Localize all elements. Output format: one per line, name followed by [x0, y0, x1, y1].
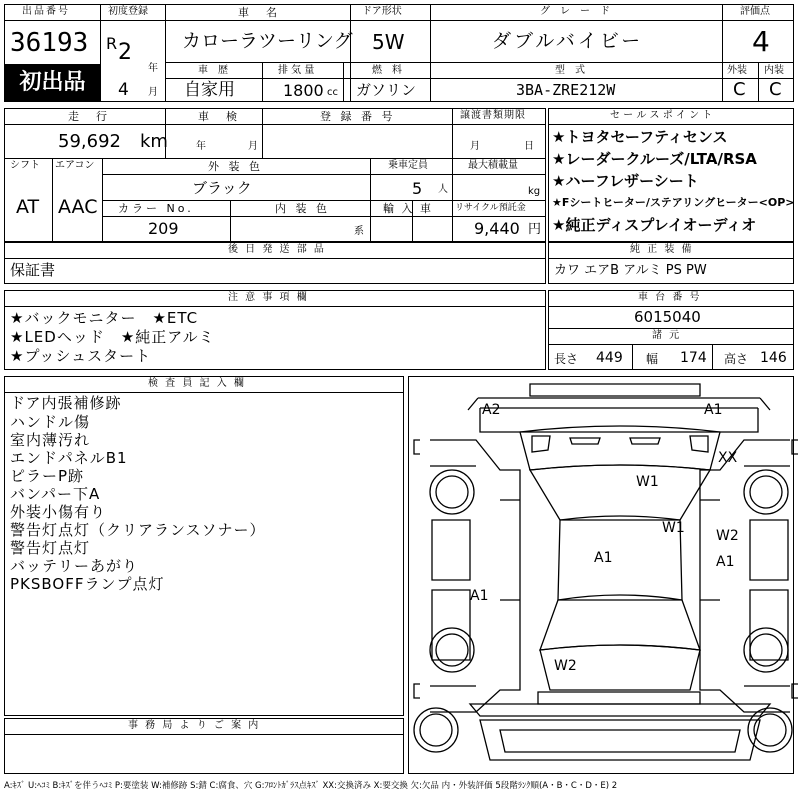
later-parts-label: 後 日 発 送 部 品 — [228, 244, 326, 255]
score-label: 評価点 — [740, 6, 770, 17]
inspector-line: ハンドル傷 — [10, 413, 91, 431]
damage-mark: W1 — [636, 474, 659, 490]
model: 3BA-ZRE212W — [516, 81, 616, 99]
genuine-label: 純 正 装 備 — [630, 244, 694, 255]
transfer-day: 日 — [524, 141, 534, 152]
damage-mark: A1 — [470, 588, 489, 604]
damage-mark: A1 — [594, 550, 613, 566]
length-label: 長さ — [554, 352, 579, 366]
inspector-label: 検 査 員 記 入 欄 — [148, 378, 246, 389]
insp-month: 月 — [248, 141, 258, 152]
ac: AAC — [58, 196, 98, 218]
color-no: 209 — [148, 219, 179, 238]
transfer-label: 譲渡書類期限 — [460, 110, 526, 121]
sales-item: ★純正ディスプレイオーディオ — [552, 216, 757, 234]
mileage-label: 走 行 — [68, 110, 110, 123]
inspector-line: 警告灯点灯 — [10, 539, 91, 557]
chassis-value: 6015040 — [634, 308, 701, 326]
damage-mark: W2 — [716, 528, 739, 544]
grade: ダブルバイビー — [492, 30, 644, 52]
shift-label: シフト — [10, 160, 40, 171]
reg-month: 4 — [118, 80, 129, 100]
later-parts-value: 保証書 — [10, 261, 56, 279]
damage-mark: A2 — [482, 402, 501, 418]
chassis-label: 車 台 番 号 — [638, 292, 702, 303]
notes-line: ★プッシュスタート — [10, 347, 152, 365]
width: 174 — [680, 350, 707, 366]
mileage-unit: km — [140, 131, 168, 152]
inspection-label: 車 検 — [198, 110, 240, 123]
insp-year: 年 — [196, 141, 206, 152]
color: ブラック — [192, 179, 252, 197]
fuel-label: 燃 料 — [372, 65, 402, 76]
inspector-line: エンドパネルB1 — [10, 449, 128, 467]
damage-mark: A1 — [704, 402, 723, 418]
displacement-unit: cc — [327, 87, 338, 98]
displacement: 1800 — [283, 81, 324, 100]
length: 449 — [596, 350, 623, 366]
inspector-line: ピラーP跡 — [10, 467, 85, 485]
ac-label: エアコン — [55, 160, 95, 171]
recycle-unit: 円 — [528, 222, 542, 237]
year-unit: 年 — [148, 63, 158, 74]
car-name-label: 車 名 — [238, 6, 280, 19]
capacity-unit: 人 — [438, 184, 448, 195]
load-unit: kg — [528, 186, 541, 197]
era: R — [106, 34, 118, 53]
damage-mark: W2 — [554, 658, 577, 674]
width-label: 幅 — [646, 352, 659, 366]
ext-grade: C — [733, 79, 746, 100]
dims-label: 諸 元 — [652, 330, 682, 341]
lot-no-label: 出品番号 — [22, 6, 70, 17]
notes-line: ★LEDヘッド ★純正アルミ — [10, 328, 215, 346]
displacement-label: 排 気 量 — [278, 65, 315, 76]
color-label: 外 装 色 — [208, 160, 263, 173]
shift: AT — [16, 196, 40, 218]
score: 4 — [752, 25, 770, 58]
car-name: カローラツーリング — [182, 30, 353, 52]
ext-label: 外装 — [727, 65, 747, 76]
sales-item: ★ハーフレザーシート — [552, 172, 699, 190]
history-label: 車 歴 — [198, 65, 228, 76]
damage-mark: XX — [718, 450, 738, 466]
interior-unit: 系 — [354, 226, 364, 237]
first-listing-badge: 初出品 — [5, 65, 100, 101]
transfer-month: 月 — [470, 141, 480, 152]
sales-item: ★トヨタセーフティセンス — [552, 128, 728, 146]
office-label: 事 務 局 よ り ご 案 内 — [128, 720, 261, 731]
capacity: 5 — [412, 179, 423, 198]
inspector-line: バッテリーあがり — [10, 557, 139, 575]
notes-label: 注 意 事 項 欄 — [228, 292, 309, 303]
inspector-line: 警告灯点灯（クリアランスソナー） — [10, 521, 266, 539]
inspector-line: PKSBOFFランプ点灯 — [10, 575, 165, 593]
sales-item: ★Fシートヒーター/ステアリングヒーター<OP> — [552, 196, 795, 209]
damage-mark: A1 — [716, 554, 735, 570]
int-label: 内装 — [764, 65, 784, 76]
inspector-line: 室内薄汚れ — [10, 431, 91, 449]
import-label: 輸 入 車 — [383, 202, 433, 215]
model-label: 型 式 — [555, 65, 585, 76]
grade-label: グ レ ー ド — [540, 6, 610, 17]
first-reg-label: 初度登録 — [108, 6, 148, 17]
lot-no: 36193 — [10, 28, 89, 58]
height-label: 高さ — [724, 352, 749, 366]
genuine-value: カワ エアB アルミ PS PW — [554, 263, 707, 278]
month-unit: 月 — [148, 87, 158, 98]
fuel: ガソリン — [356, 81, 417, 99]
recycle-label: リサイクル預託金 — [455, 203, 526, 213]
sales-item: ★レーダークルーズ/LTA/RSA — [552, 150, 757, 168]
color-no-label: カラー No. — [118, 202, 194, 215]
history: 自家用 — [184, 80, 235, 100]
height: 146 — [760, 350, 787, 366]
reg-no-label: 登 録 番 号 — [320, 110, 396, 123]
sales-label: セ ー ル ス ポ イ ン ト — [610, 110, 713, 121]
notes-line: ★バックモニター ★ETC — [10, 309, 199, 327]
inspector-line: 外装小傷有り — [10, 503, 107, 521]
legend: A:ｷｽﾞ U:ﾍｺﾐ B:ｷｽﾞを伴うﾍｺﾐ P:要塗装 W:補修跡 S:錆 C:腐食、穴 G:ﾌﾛﾝﾄｶﾞﾗｽ点ｷｽﾞ XX:交換済み X:要交換 欠:欠品 内・外装評価 5段階ﾗﾝｸ順(A・B・C・D・E) 2 — [4, 781, 618, 791]
capacity-label: 乗車定員 — [388, 160, 428, 171]
mileage: 59,692 — [58, 131, 121, 152]
reg-year: 2 — [118, 40, 132, 65]
door-label: ドア形状 — [362, 6, 402, 17]
recycle: 9,440 — [474, 219, 520, 238]
interior-label: 内 装 色 — [275, 202, 330, 215]
load-label: 最大積載量 — [468, 160, 518, 171]
inspector-line: ドア内張補修跡 — [10, 394, 122, 412]
inspector-line: バンパー下A — [10, 485, 101, 503]
door: 5W — [372, 30, 405, 54]
damage-mark: W1 — [662, 520, 685, 536]
int-grade: C — [769, 79, 782, 100]
